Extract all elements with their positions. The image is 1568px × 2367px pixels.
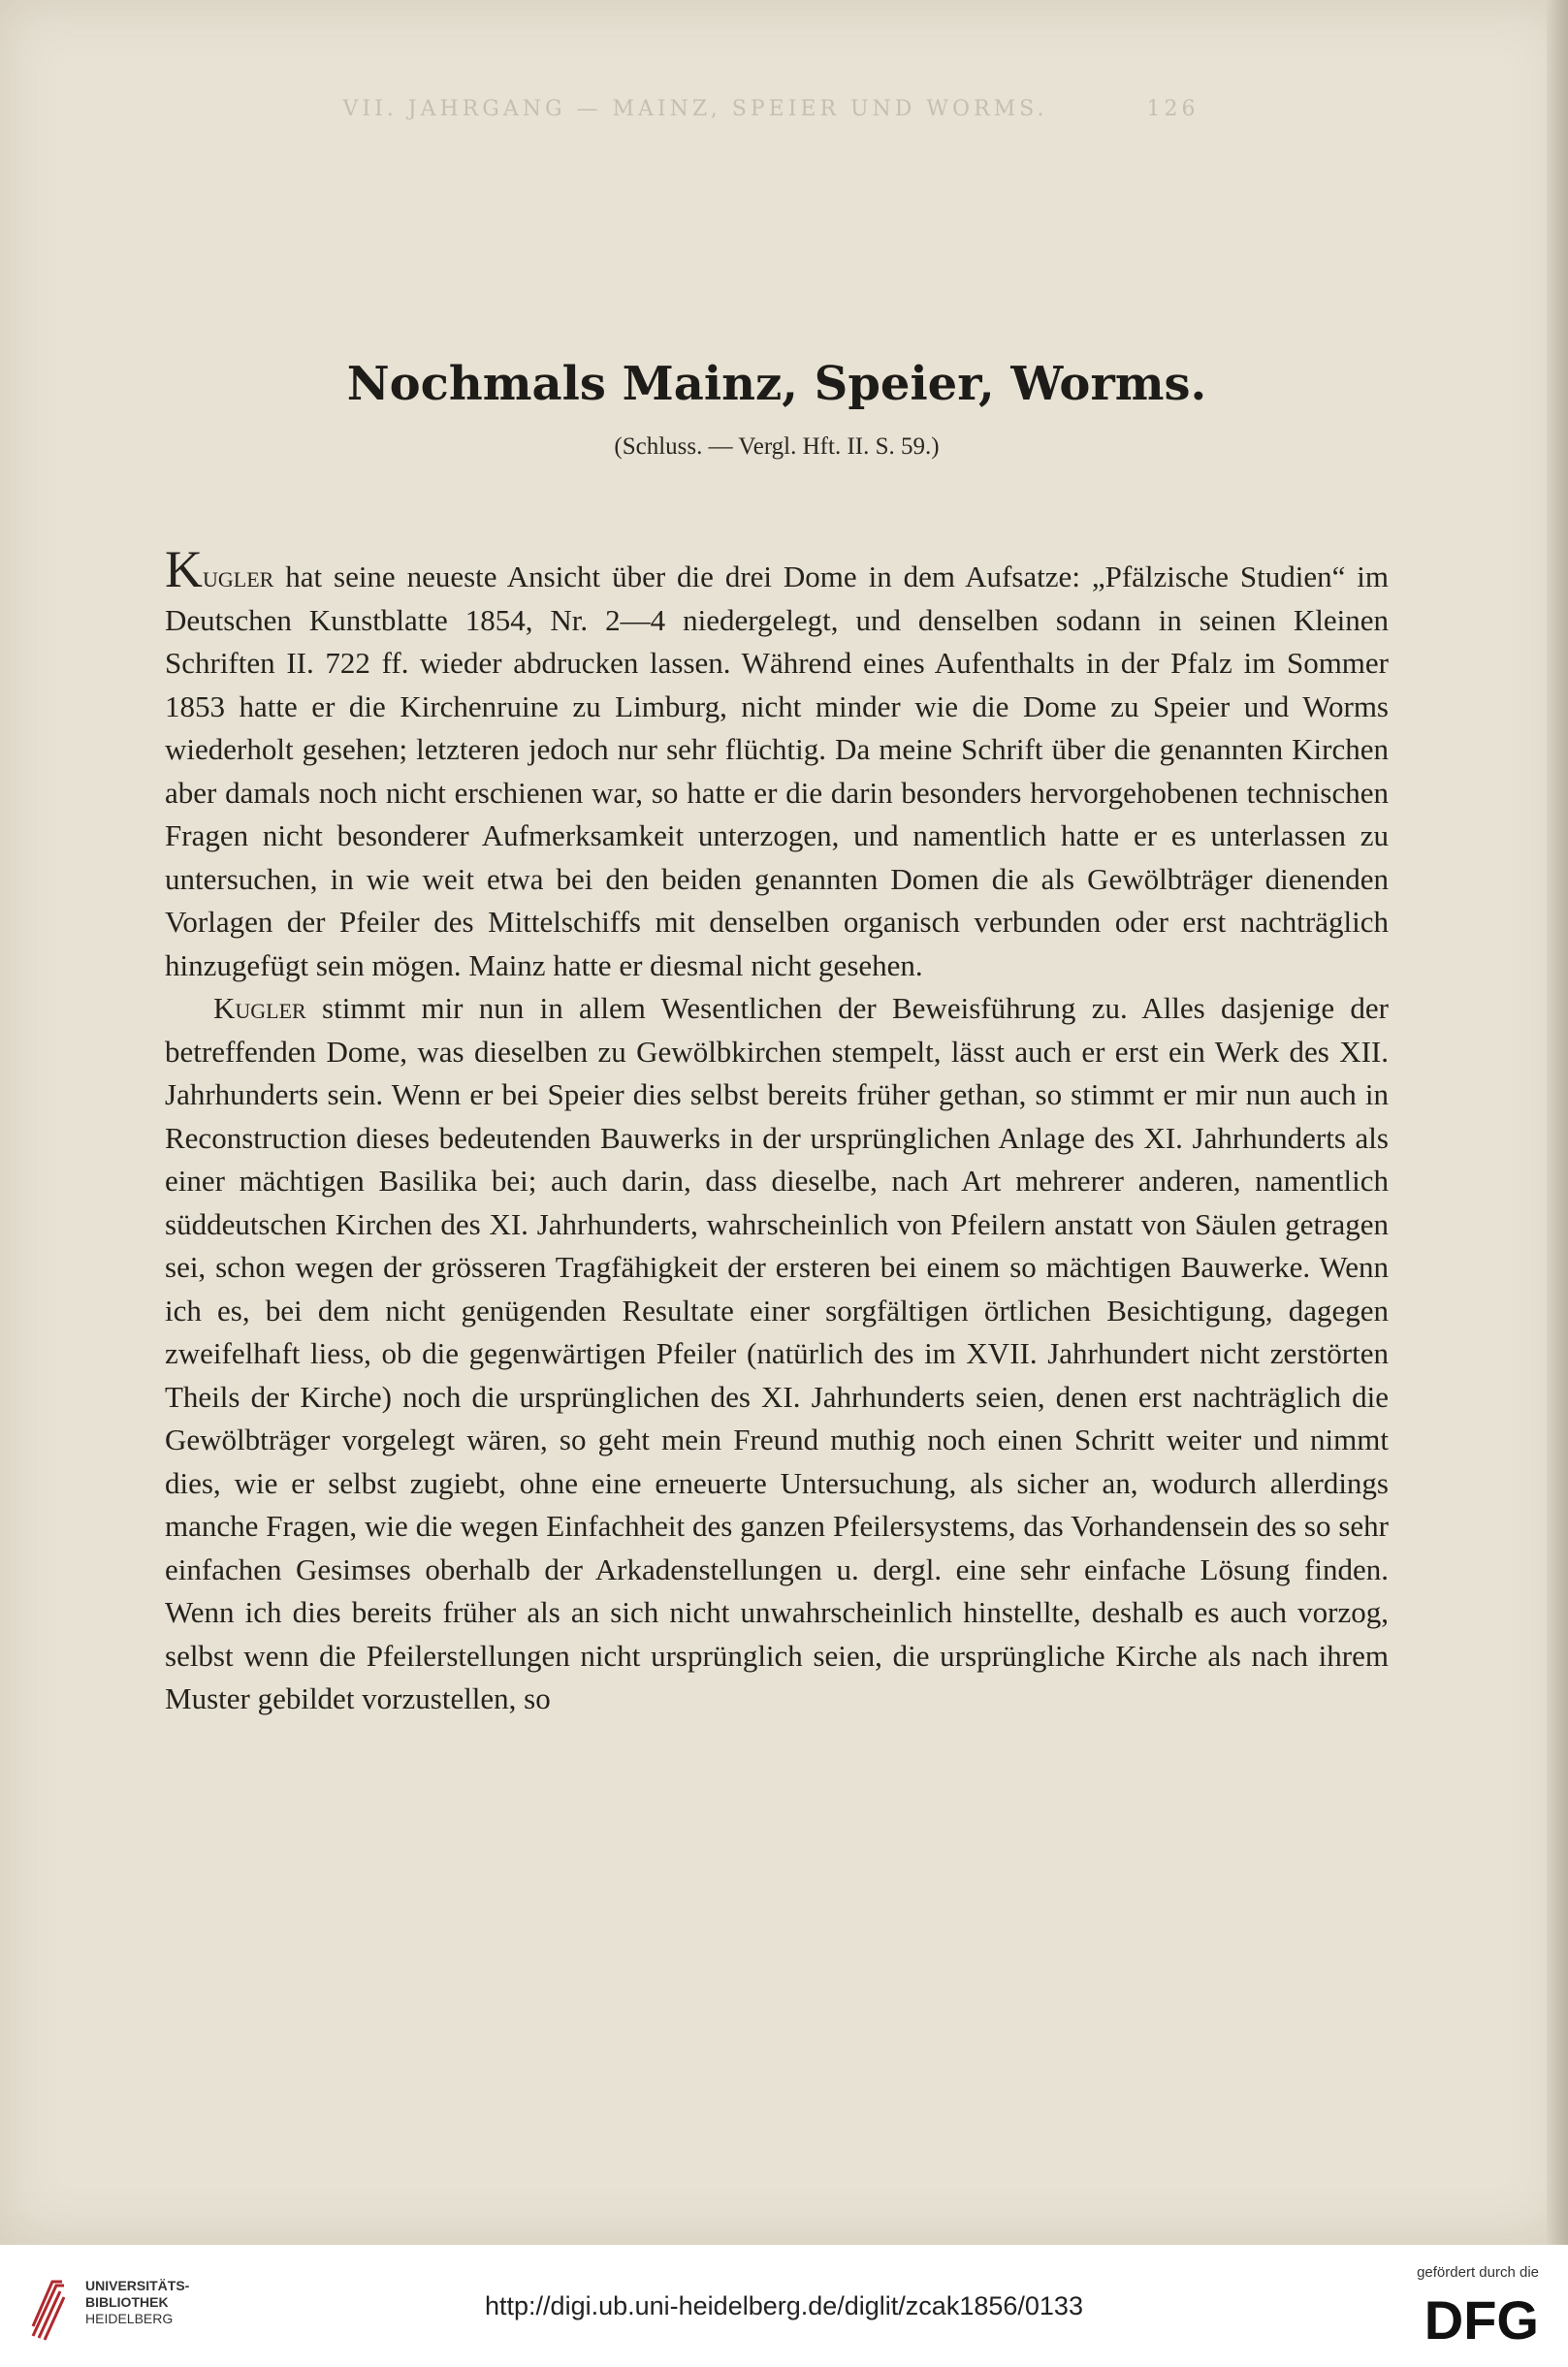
paragraph-2 [165, 987, 1389, 1721]
permalink-url[interactable]: http://digi.ub.uni-heidelberg.de/diglit/zcak1856/0133 [485, 2291, 1083, 2320]
dfg-logo-icon [1393, 2290, 1539, 2345]
funding-notice [1345, 2264, 1539, 2345]
library-line-1: UNIVERSITÄTS- [85, 2278, 190, 2293]
paragraph-1-text: hat seine neueste Ansicht über die drei Dome in dem Aufsatze: „Pfälzische Studien“ im Deutschen Kunstblatte 1854, Nr. 2—4 niedergelegt, und denselben sodann in seinen Kleinen Schriften II. 722 ff. wieder abdrucken lassen. Während eines Aufenthalts in der Pfalz im Sommer 1853 hatte er die Kirchenruine zu Limburg, nicht minder wie die Dome zu Speier und Worms wiederholt gesehen; letzteren jedoch nur sehr flüchtig. Da meine Schrift über die genannten Kirchen aber damals noch nicht erschienen war, so hatte er die darin besonders hervorgehobenen technischen Fragen nicht besonderer Aufmerksamkeit unterzogen, und namentlich hatte er es unterlassen zu untersuchen, in wie weit etwa bei den beiden genannten Domen die als Gewölbträger dienenden Vorlagen der Pfeiler des Mittelschiffs mit denselben organisch verbunden oder erst nachträglich hinzugefügt sein mögen. Mainz hatte er diesmal nicht gesehen. [165, 560, 1389, 982]
article-subtitle: (Schluss. — Vergl. Hft. II. S. 59.) [614, 433, 940, 460]
lead-name-rest: ugler [203, 560, 274, 593]
paragraph-2-text: stimmt mir nun in allem Wesentlichen der Beweisführung zu. Alles dasjenige der betreffenden Dome, was dieselben zu Gewölbkirchen stempelt, lässt auch er erst ein Werk des XII. Jahrhunderts sein. Wenn er bei Speier dies selbst bereits früher gethan, so stimmt er mir nun auch in Reconstruction dieses bedeutenden Bauwerks in der ursprünglichen Anlage des XI. Jahrhunderts als einer mächtigen Basilika bei; auch darin, dass dieselbe, nach Art mehrerer anderen, namentlich süddeutschen Kirchen des XI. Jahrhunderts, wahrscheinlich von Pfeilern anstatt von Säulen getragen sei, schon wegen der grösseren Tragfähigkeit der ersteren bei einem so mächtigen Bauwerke. Wenn ich es, bei dem nicht genügenden Resultate einer sorgfältigen örtlichen Besichtigung, dagegen zweifelhaft liess, ob die gegenwärtigen Pfeiler (natürlich des im XVII. Jahrhundert nicht zerstörten Theils der Kirche) noch die ursprünglichen des XI. Jahrhunderts seien, denen erst nachträglich die Gewölbträger vorgelegt wären, so geht mein Freund muthig noch einen Schritt weiter und nimmt dies, wie er selbst zugiebt, ohne eine erneuerte Untersuchung, als sicher an, wodurch allerdings manche Fragen, wie die wegen Einfachheit des ganzen Pfeilersystems, das Vorhandensein des so sehr einfachen Gesimses oberhalb der Arkadenstellungen u. dergl. eine sehr einfache Lösung finden. Wenn ich dies bereits früher als an sich nicht unwahrscheinlich hinstellte, deshalb es auch vorzog, selbst wenn die Pfeilerstellungen nicht ursprünglich seien, die ursprüngliche Kirche als nach ihrem Muster gebildet vorzustellen, so [165, 991, 1389, 1715]
library-logo-icon [29, 2268, 68, 2346]
article-body [165, 540, 1389, 1721]
paragraph-1 [165, 540, 1389, 987]
lead-name [165, 540, 274, 598]
dfg-logo-text: DFG [1424, 2290, 1539, 2345]
initial-letter: K [165, 540, 203, 598]
library-line-2: BIBLIOTHEK [85, 2294, 169, 2310]
page-edge-shadow [1547, 0, 1568, 2245]
running-head: VII. JAHRGANG — MAINZ, SPEIER UND WORMS. [342, 97, 1048, 121]
running-head-showthrough [165, 97, 1377, 121]
footer-bar [0, 2245, 1568, 2367]
library-name [85, 2278, 189, 2327]
article-title: Nochmals Mainz, Speier, Worms. [346, 357, 1207, 411]
lead-name: Kugler [213, 991, 306, 1025]
page-number: 126 [1146, 97, 1200, 121]
funding-label: gefördert durch die [1417, 2264, 1539, 2281]
library-line-3: HEIDELBERG [85, 2311, 174, 2326]
